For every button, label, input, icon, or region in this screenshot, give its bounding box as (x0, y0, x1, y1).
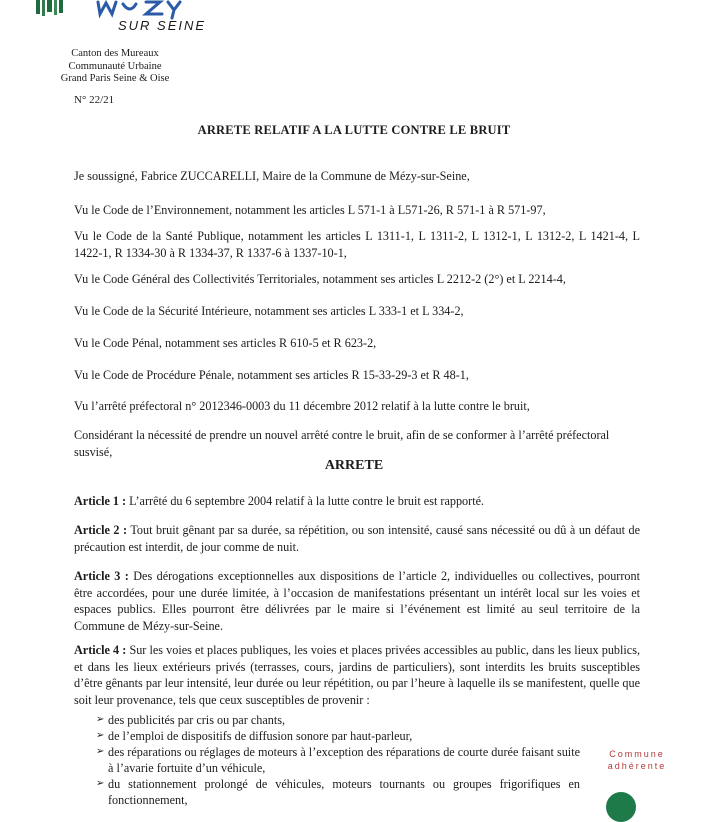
arrow-bullet-icon: ➢ (96, 714, 105, 725)
org-line: Communauté Urbaine (68, 60, 162, 72)
intro-paragraph: Je soussigné, Fabrice ZUCCARELLI, Maire de la Commune de Mézy-sur-Seine, (74, 169, 470, 183)
membership-line: Commune (609, 749, 665, 759)
article-label: Article 1 : (74, 494, 127, 508)
decision-heading: ARRETE (324, 458, 384, 473)
logo-tree-graphic (36, 0, 63, 16)
org-line: Grand Paris Seine & Oise (60, 73, 170, 84)
article-4 (74, 642, 640, 708)
list-item (96, 712, 580, 728)
membership-logo-icon (606, 792, 636, 822)
list-item (96, 728, 580, 744)
article-label: Article 2 : (74, 523, 128, 537)
list-item (96, 776, 580, 808)
arrow-bullet-icon: ➢ (96, 746, 105, 757)
consideration-4: Vu le Code de la Sécurité Intérieure, notamment ses articles L 333-1 et L 334-2, (74, 304, 464, 318)
article-label: Article 4 : (74, 643, 127, 657)
membership-line: adhérente (607, 761, 667, 771)
document-reference: N° 22/21 (74, 94, 115, 106)
membership-badge (597, 748, 677, 772)
list-item-text: des réparations ou réglages de moteurs à l’exception des réparations de courte durée faisant suite à l’avarie fortuite d’un véhicule, (108, 745, 580, 775)
article-label: Article 3 : (74, 569, 129, 583)
list-item-text: des publicités par cris ou par chants, (108, 713, 286, 727)
document-title: ARRETE RELATIF A LA LUTTE CONTRE LE BRUIT (197, 123, 511, 137)
logo-subtitle: SUR SEINE (118, 18, 207, 33)
article-text: Tout bruit gênant par sa durée, sa répétition, ou son intensité, causé sans nécessité ou dû à un défaut de précaution est interdit, de jour comme de nuit. (74, 523, 640, 554)
consideration-2: Vu le Code de la Santé Publique, notamment les articles L 1311-1, L 1311-2, L 1312-1, L 1312-2, L 1421-4, L 1422-1, R 1334-30 à R 1334-37, R 1337-6 à 1337-10-1, (74, 229, 640, 260)
article-4-list (96, 712, 580, 808)
article-text: L’arrêté du 6 septembre 2004 relatif à la lutte contre le bruit est rapporté. (129, 494, 485, 508)
article-3 (74, 568, 640, 634)
list-item-text: de l’emploi de dispositifs de diffusion sonore par haut-parleur, (108, 729, 413, 743)
list-item (96, 744, 580, 776)
arrow-bullet-icon: ➢ (96, 778, 105, 789)
consideration-8: Considérant la nécessité de prendre un nouvel arrêté contre le bruit, afin de se conformer à l’arrêté préfectoral susvisé, (74, 428, 610, 459)
consideration-5: Vu le Code Pénal, notamment ses articles R 610-5 et R 623-2, (74, 336, 377, 350)
consideration-6: Vu le Code de Procédure Pénale, notamment ses articles R 15-33-29-3 et R 48-1, (74, 368, 469, 382)
article-1 (74, 493, 640, 510)
article-text: Des dérogations exceptionnelles aux dispositions de l’article 2, individuelles ou collectives, pourront être accordées, pour une durée limitée, à l’occasion de manifestations présentant un intérêt local sur les voies et espaces publics. Elles pourront être délivrées par le maire si l’événement est limité au seul territoire de la Commune de Mézy-sur-Seine. (74, 569, 641, 633)
consideration-1: Vu le Code de l’Environnement, notamment les articles L 571-1 à L571-26, R 571-1 à R 571-97, (74, 203, 546, 217)
org-line: Canton des Mureaux (71, 48, 159, 59)
article-text: Sur les voies et places publiques, les voies et places privées accessibles au public, dans les lieux publics, et dans les lieux extérieurs privés (terrasses, cours, jardins de particuliers), sont interdits les bruits susceptibles d’être gênants par leur intensité, leur durée ou leur répétition, ou par l’heure à laquelle ils se manifestent, quelle que soit leur provenance, tels que ceux susceptibles de provenir : (74, 643, 641, 707)
article-2 (74, 522, 640, 555)
logo-wordmark-shape (98, 2, 180, 18)
organization-block (40, 48, 190, 86)
arrow-bullet-icon: ➢ (96, 730, 105, 741)
consideration-7: Vu l’arrêté préfectoral n° 2012346-0003 du 11 décembre 2012 relatif à la lutte contre le bruit, (74, 399, 530, 413)
list-item-text: du stationnement prolongé de véhicules, moteurs tournants ou groupes frigorifiques en fonctionnement, (108, 777, 580, 807)
consideration-3: Vu le Code Général des Collectivités Territoriales, notamment ses articles L 2212-2 (2°) et L 2214-4, (74, 272, 566, 286)
